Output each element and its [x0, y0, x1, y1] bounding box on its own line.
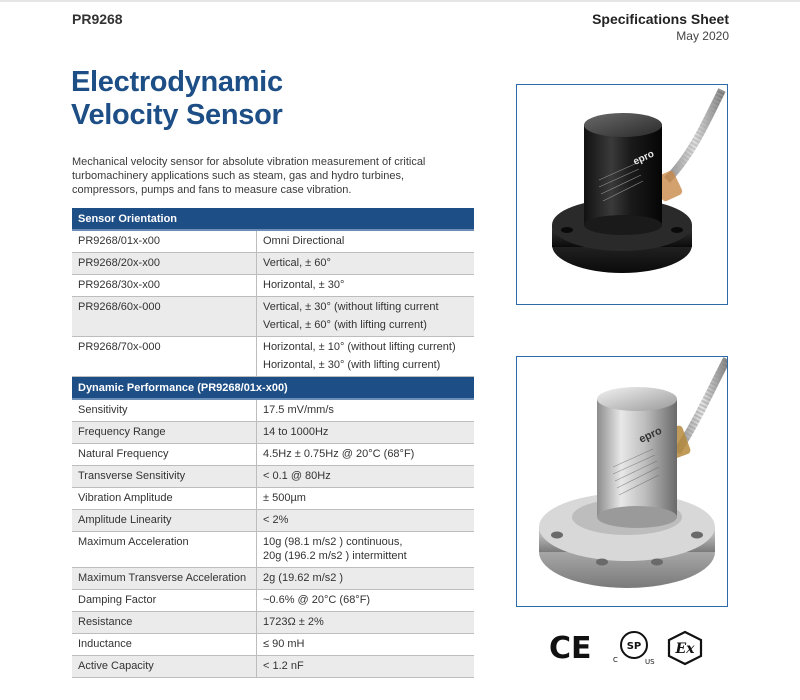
- svg-text:Ex: Ex: [675, 641, 695, 657]
- value-line: 10g (98.1 m/s2 ) continuous,: [263, 536, 403, 548]
- parameter-cell: Sensitivity: [72, 400, 257, 421]
- value-cell: < 1.2 nF: [263, 660, 304, 672]
- value-cell: [257, 275, 474, 296]
- model-cell: PR9268/20x-x00: [72, 253, 257, 274]
- brand-mark: epro: [637, 424, 664, 446]
- value-cell: [257, 231, 474, 252]
- value-cell: 14 to 1000Hz: [263, 426, 329, 438]
- value-cell: < 0.1 @ 80Hz: [263, 470, 331, 482]
- parameter-cell: Resistance: [72, 612, 257, 633]
- silver-sensor-image: [517, 357, 728, 607]
- table-row: [72, 656, 474, 678]
- parameter-cell: Amplitude Linearity: [72, 510, 257, 531]
- value-line: Horizontal, ± 10° (without lifting current): [263, 341, 456, 353]
- model-cell: PR9268/30x-x00: [72, 275, 257, 296]
- table-row: [72, 510, 474, 532]
- table-row: [72, 444, 474, 466]
- parameter-cell: Maximum Acceleration: [72, 532, 257, 567]
- value-cell: 1723Ω ± 2%: [263, 616, 324, 628]
- table-row: [72, 231, 474, 253]
- value-line: Vertical, ± 60° (with lifting current): [263, 319, 427, 331]
- parameter-cell: Active Capacity: [72, 656, 257, 677]
- parameter-cell: Damping Factor: [72, 590, 257, 611]
- value-cell: ~0.6% @ 20°C (68°F): [263, 594, 371, 606]
- parameter-cell: Vibration Amplitude: [72, 488, 257, 509]
- table-row: [72, 532, 474, 568]
- product-description: Mechanical velocity sensor for absolute vibration measurement of critical turbomachinery applications such as steam, gas and hydro turbines, compressors, pumps and fans to measure case vibration.: [72, 156, 426, 196]
- table-row: [72, 612, 474, 634]
- section-header-sensor-orientation: Sensor Orientation: [72, 208, 474, 231]
- value-line: Horizontal, ± 30° (with lifting current): [263, 359, 441, 371]
- value-cell: [257, 297, 474, 336]
- product-photo-silver-sensor: [516, 356, 728, 607]
- table-row: [72, 488, 474, 510]
- document-date: May 2020: [676, 29, 729, 43]
- page-title: [71, 66, 283, 132]
- specifications-table: [72, 208, 474, 678]
- brand-mark: epro: [631, 148, 656, 168]
- black-sensor-image: [517, 85, 728, 305]
- parameter-cell: Natural Frequency: [72, 444, 257, 465]
- table-row: [72, 297, 474, 337]
- product-photo-black-sensor: [516, 84, 728, 305]
- value-cell: [257, 337, 474, 376]
- value-line: Vertical, ± 60°: [263, 257, 331, 269]
- top-rule: [0, 0, 800, 2]
- table-row: [72, 400, 474, 422]
- csa-mark-icon: [613, 632, 655, 666]
- section-header-dynamic-performance: Dynamic Performance (PR9268/01x-x00): [72, 377, 474, 400]
- table-row: [72, 568, 474, 590]
- model-cell: PR9268/01x-x00: [72, 231, 257, 252]
- atex-ex-mark-icon: [669, 632, 701, 664]
- certification-marks: [549, 628, 709, 668]
- parameter-cell: Transverse Sensitivity: [72, 466, 257, 487]
- product-code: PR9268: [72, 11, 123, 27]
- value-line: Horizontal, ± 30°: [263, 279, 345, 291]
- value-cell: ≤ 90 mH: [263, 638, 305, 650]
- title-line-1: Electrodynamic: [71, 66, 283, 98]
- value-cell: ± 500µm: [263, 492, 306, 504]
- value-cell: 4.5Hz ± 0.75Hz @ 20°C (68°F): [263, 448, 415, 460]
- table-row: [72, 590, 474, 612]
- table-row: [72, 337, 474, 377]
- value-cell: < 2%: [263, 514, 289, 526]
- parameter-cell: Inductance: [72, 634, 257, 655]
- svg-text:SP: SP: [626, 641, 642, 652]
- value-cell: [257, 532, 474, 567]
- model-cell: PR9268/70x-000: [72, 337, 257, 376]
- parameter-cell: Maximum Transverse Acceleration: [72, 568, 257, 589]
- table-row: [72, 466, 474, 488]
- document-type: Specifications Sheet: [592, 11, 729, 27]
- parameter-cell: Frequency Range: [72, 422, 257, 443]
- table-row: [72, 422, 474, 444]
- table-row: [72, 253, 474, 275]
- value-line: 20g (196.2 m/s2 ) intermittent: [263, 550, 407, 562]
- table-row: [72, 634, 474, 656]
- value-cell: [257, 253, 474, 274]
- value-line: Omni Directional: [263, 235, 345, 247]
- ce-mark-icon: CE: [549, 631, 592, 666]
- title-line-2: Velocity Sensor: [71, 99, 283, 131]
- value-line: Vertical, ± 30° (without lifting current: [263, 301, 439, 313]
- value-cell: 2g (19.62 m/s2 ): [263, 572, 344, 584]
- model-cell: PR9268/60x-000: [72, 297, 257, 336]
- table-row: [72, 275, 474, 297]
- value-cell: 17.5 mV/mm/s: [263, 404, 334, 416]
- svg-text:C: C: [613, 656, 618, 664]
- svg-text:US: US: [645, 658, 655, 666]
